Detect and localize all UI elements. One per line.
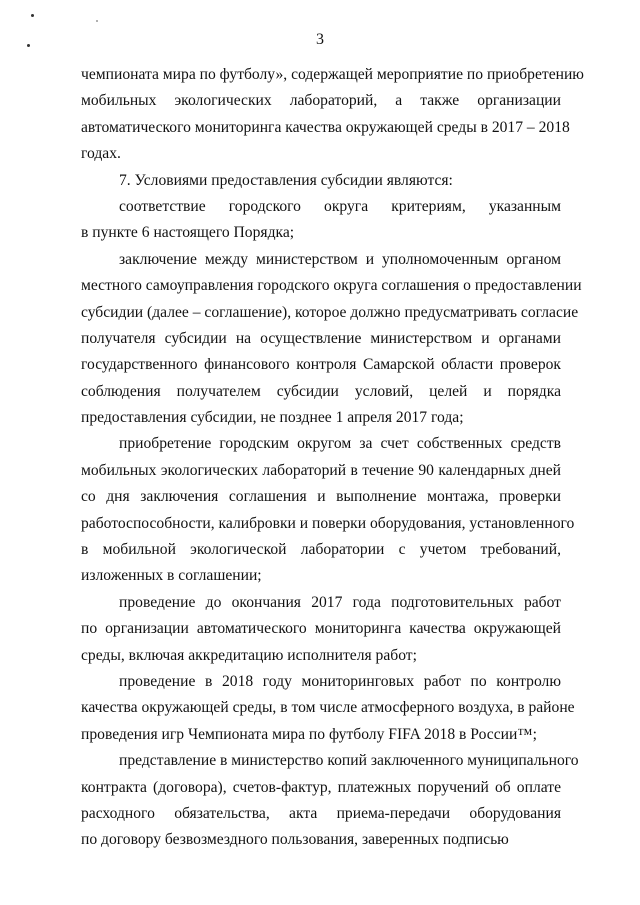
text-line: работоспособности, калибровки и поверки оборудования, установленного [81, 514, 575, 532]
text-line: автоматического мониторинга качества окружающей среды в 2017 – 2018 [81, 118, 570, 136]
text-line: мобильных экологических лабораторий, а также организации [81, 92, 561, 110]
text-line: проведения игр Чемпионата мира по футболу FIFA 2018 в России™; [81, 725, 537, 743]
text-line: качества окружающей среды, в том числе атмосферного воздуха, в районе [81, 699, 575, 717]
scan-speck [31, 14, 34, 17]
text-line: в мобильной экологической лаборатории с учетом требований, [81, 541, 561, 559]
text-line: изложенных в соглашении; [81, 567, 262, 585]
paragraph [81, 671, 575, 750]
text-line: расходного обязательства, акта приема-передачи оборудования [81, 804, 561, 822]
page-number: 3 [316, 31, 324, 48]
paragraph [81, 750, 579, 856]
paragraph [81, 433, 575, 591]
text-line: местного самоуправления городского округа соглашения о предоставлении [81, 277, 582, 295]
text-line: по организации автоматического мониторинга качества окружающей [81, 620, 561, 638]
paragraph [81, 64, 584, 170]
text-line: годах. [81, 145, 121, 163]
text-line: со дня заключения соглашения и выполнение монтажа, проверки [81, 488, 561, 506]
document-body [81, 64, 584, 856]
paragraph [81, 249, 582, 434]
text-line: проведение в 2018 году мониторинговых работ по контролю [119, 672, 561, 690]
text-line: среды, включая аккредитацию исполнителя работ; [81, 646, 417, 664]
text-line: соблюдения получателем субсидии условий, целей и порядка [81, 382, 561, 400]
paragraph [81, 196, 561, 249]
text-line: субсидии (далее – соглашение), которое должно предусматривать согласие [81, 303, 579, 321]
text-line: 7. Условиями предоставления субсидии являются: [119, 171, 453, 189]
text-line: приобретение городским округом за счет собственных средств [119, 435, 561, 453]
text-line: представление в министерство копий заключенного муниципального [119, 752, 579, 770]
text-line: по договору безвозмездного пользования, заверенных подписью [81, 831, 509, 849]
text-line: государственного финансового контроля Самарской области проверок [81, 356, 561, 374]
text-line: чемпионата мира по футболу», содержащей мероприятие по приобретению [81, 66, 584, 83]
scan-speck [96, 20, 98, 22]
text-line: проведение до окончания 2017 года подготовительных работ [119, 593, 561, 611]
text-line: заключение между министерством и уполномоченным органом [119, 250, 561, 268]
paragraph [81, 592, 561, 671]
text-line: предоставления субсидии, не позднее 1 апреля 2017 года; [81, 409, 464, 427]
text-line: мобильных экологических лабораторий в течение 90 календарных дней [81, 461, 561, 479]
paragraph [81, 170, 561, 196]
text-line: в пункте 6 настоящего Порядка; [81, 224, 295, 242]
text-line: контракта (договора), счетов-фактур, платежных поручений об оплате [81, 778, 561, 796]
text-line: соответствие городского округа критериям, указанным [119, 197, 561, 215]
text-line: получателя субсидии на осуществление министерством и органами [81, 329, 561, 347]
